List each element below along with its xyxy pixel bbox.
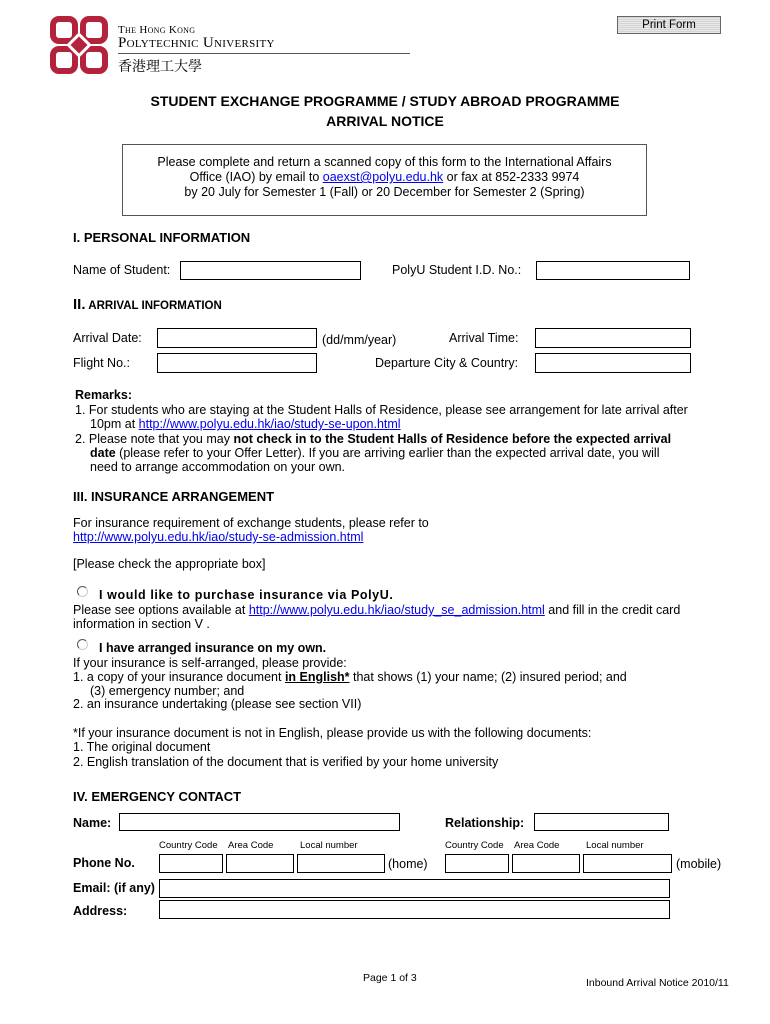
section1-heading: I. PERSONAL INFORMATION — [73, 230, 251, 245]
option2-item1-post: that shows (1) your name; (2) insured period; and — [349, 670, 627, 684]
polyu-logo — [48, 14, 110, 76]
departure-label: Departure City & Country: — [375, 356, 519, 370]
check-box-note: [Please check the appropriate box] — [73, 557, 266, 571]
option2-item1-cont: (3) emergency number; and — [90, 684, 245, 698]
logo-divider — [118, 53, 410, 54]
section3-heading: III. INSURANCE ARRANGEMENT — [73, 489, 275, 504]
student-name-field[interactable] — [180, 261, 361, 280]
student-id-field[interactable] — [536, 261, 690, 280]
date-format-hint: (dd/mm/year) — [322, 333, 397, 347]
remark2-line1-pre: 2. Please note that you may — [75, 432, 234, 446]
remarks-title: Remarks: — [75, 388, 132, 402]
section2-heading-num: II. — [73, 296, 86, 313]
flight-no-field[interactable] — [157, 353, 317, 373]
mobile-area-code-label: Area Code — [514, 840, 560, 851]
remark2-line2-post: (please refer to your Offer Letter). If you are arriving earlier than the expected arrival date, you will — [115, 446, 660, 460]
remark2-line2-bold: date — [90, 446, 116, 460]
arrival-date-field[interactable] — [157, 328, 317, 348]
remark2-line1 — [75, 432, 671, 446]
section2-heading-text: ARRIVAL INFORMATION — [85, 300, 222, 312]
home-local-number-field[interactable] — [297, 854, 385, 873]
mobile-country-code-field[interactable] — [445, 854, 509, 873]
insurance-options-link[interactable]: http://www.polyu.edu.hk/iao/study_se_admission.html — [248, 603, 545, 617]
contact-name-field[interactable] — [119, 813, 400, 831]
student-name-label: Name of Student: — [73, 263, 171, 277]
student-id-label: PolyU Student I.D. No.: — [392, 263, 522, 277]
iao-email-link[interactable]: oaexst@polyu.edu.hk — [322, 170, 444, 184]
home-area-code-label: Area Code — [228, 840, 274, 851]
insurance-via-polyu-radio[interactable] — [77, 586, 88, 597]
insurance-intro: For insurance requirement of exchange students, please refer to — [73, 516, 429, 530]
home-country-code-field[interactable] — [159, 854, 223, 873]
arrival-time-field[interactable] — [535, 328, 691, 348]
relationship-field[interactable] — [534, 813, 669, 831]
option2-item1-pre: 1. a copy of your insurance document — [73, 670, 285, 684]
form-subtitle: ARRIVAL NOTICE — [326, 113, 444, 129]
option1-line1-pre: Please see options available at — [73, 603, 249, 617]
notice-line2-pre: Office (IAO) by email to — [189, 170, 323, 184]
option2-item2: 2. an insurance undertaking (please see section VII) — [73, 697, 362, 711]
footnote-line1: *If your insurance document is not in English, please provide us with the following documents: — [73, 726, 592, 740]
option2-item1-bold: in English* — [284, 670, 350, 684]
section4-heading: IV. EMERGENCY CONTACT — [73, 789, 242, 804]
contact-email-field[interactable] — [159, 879, 670, 898]
university-name-line1: The Hong Kong — [118, 24, 196, 36]
arrival-time-label: Arrival Time: — [449, 331, 519, 345]
contact-address-label: Address: — [73, 904, 128, 918]
option2-line1: If your insurance is self-arranged, please provide: — [73, 656, 347, 670]
remark1-line1: 1. For students who are staying at the Student Halls of Residence, please see arrangement for late arrival after — [75, 403, 688, 417]
page-number: Page 1 of 3 — [363, 972, 417, 984]
mobile-local-number-field[interactable] — [583, 854, 672, 873]
document-id: Inbound Arrival Notice 2010/11 — [586, 977, 729, 989]
home-country-code-label: Country Code — [159, 840, 218, 851]
self-arranged-insurance-radio[interactable] — [77, 639, 88, 650]
departure-field[interactable] — [535, 353, 691, 373]
self-arranged-insurance-label: I have arranged insurance on my own. — [99, 641, 327, 655]
notice-line3: by 20 July for Semester 1 (Fall) or 20 December for Semester 2 (Spring) — [184, 185, 585, 199]
home-label: (home) — [388, 857, 428, 871]
option1-line1-post: and fill in the credit card — [544, 603, 681, 617]
remark1-line2 — [90, 417, 401, 431]
phone-label: Phone No. — [73, 856, 135, 870]
university-name-chinese: 香港理工大學 — [118, 59, 202, 75]
arrival-date-label: Arrival Date: — [73, 331, 142, 345]
polyu-logo-icon — [48, 14, 110, 76]
flight-no-label: Flight No.: — [73, 356, 130, 370]
remark2-line1-bold: not check in to the Student Halls of Residence before the expected arrival — [233, 432, 672, 446]
notice-line2 — [122, 170, 647, 184]
home-local-number-label: Local number — [300, 840, 358, 851]
mobile-area-code-field[interactable] — [512, 854, 580, 873]
footnote-line3: 2. English translation of the document that is verified by your home university — [73, 755, 499, 769]
notice-line1: Please complete and return a scanned copy of this form to the International Affairs — [157, 155, 612, 169]
contact-name-label: Name: — [73, 816, 112, 830]
relationship-label: Relationship: — [445, 816, 525, 830]
remark1-line2-pre: 10pm at — [90, 417, 139, 431]
mobile-country-code-label: Country Code — [445, 840, 504, 851]
insurance-requirement-link[interactable]: http://www.polyu.edu.hk/iao/study-se-admission.html — [73, 530, 364, 544]
option1-line2: information in section V . — [73, 617, 210, 631]
insurance-via-polyu-label: I would like to purchase insurance via PolyU. — [99, 588, 394, 602]
print-form-button[interactable]: Print Form — [617, 16, 721, 34]
university-name-line2: Polytechnic University — [118, 35, 275, 51]
option2-item1 — [73, 670, 627, 684]
mobile-local-number-label: Local number — [586, 840, 644, 851]
remark2-line3: need to arrange accommodation on your own. — [90, 460, 346, 474]
section2-heading — [73, 296, 222, 313]
late-arrival-link[interactable]: http://www.polyu.edu.hk/iao/study-se-upon.html — [138, 417, 401, 431]
option1-line1 — [73, 603, 680, 617]
footnote-line2: 1. The original document — [73, 740, 211, 754]
form-title: STUDENT EXCHANGE PROGRAMME / STUDY ABROAD PROGRAMME — [150, 93, 620, 109]
mobile-label: (mobile) — [676, 857, 722, 871]
home-area-code-field[interactable] — [226, 854, 294, 873]
notice-line2-post: or fax at 852-2333 9974 — [443, 170, 580, 184]
remark2-line2 — [90, 446, 659, 460]
contact-address-field[interactable] — [159, 900, 670, 919]
contact-email-label: Email: (if any) — [73, 881, 155, 895]
